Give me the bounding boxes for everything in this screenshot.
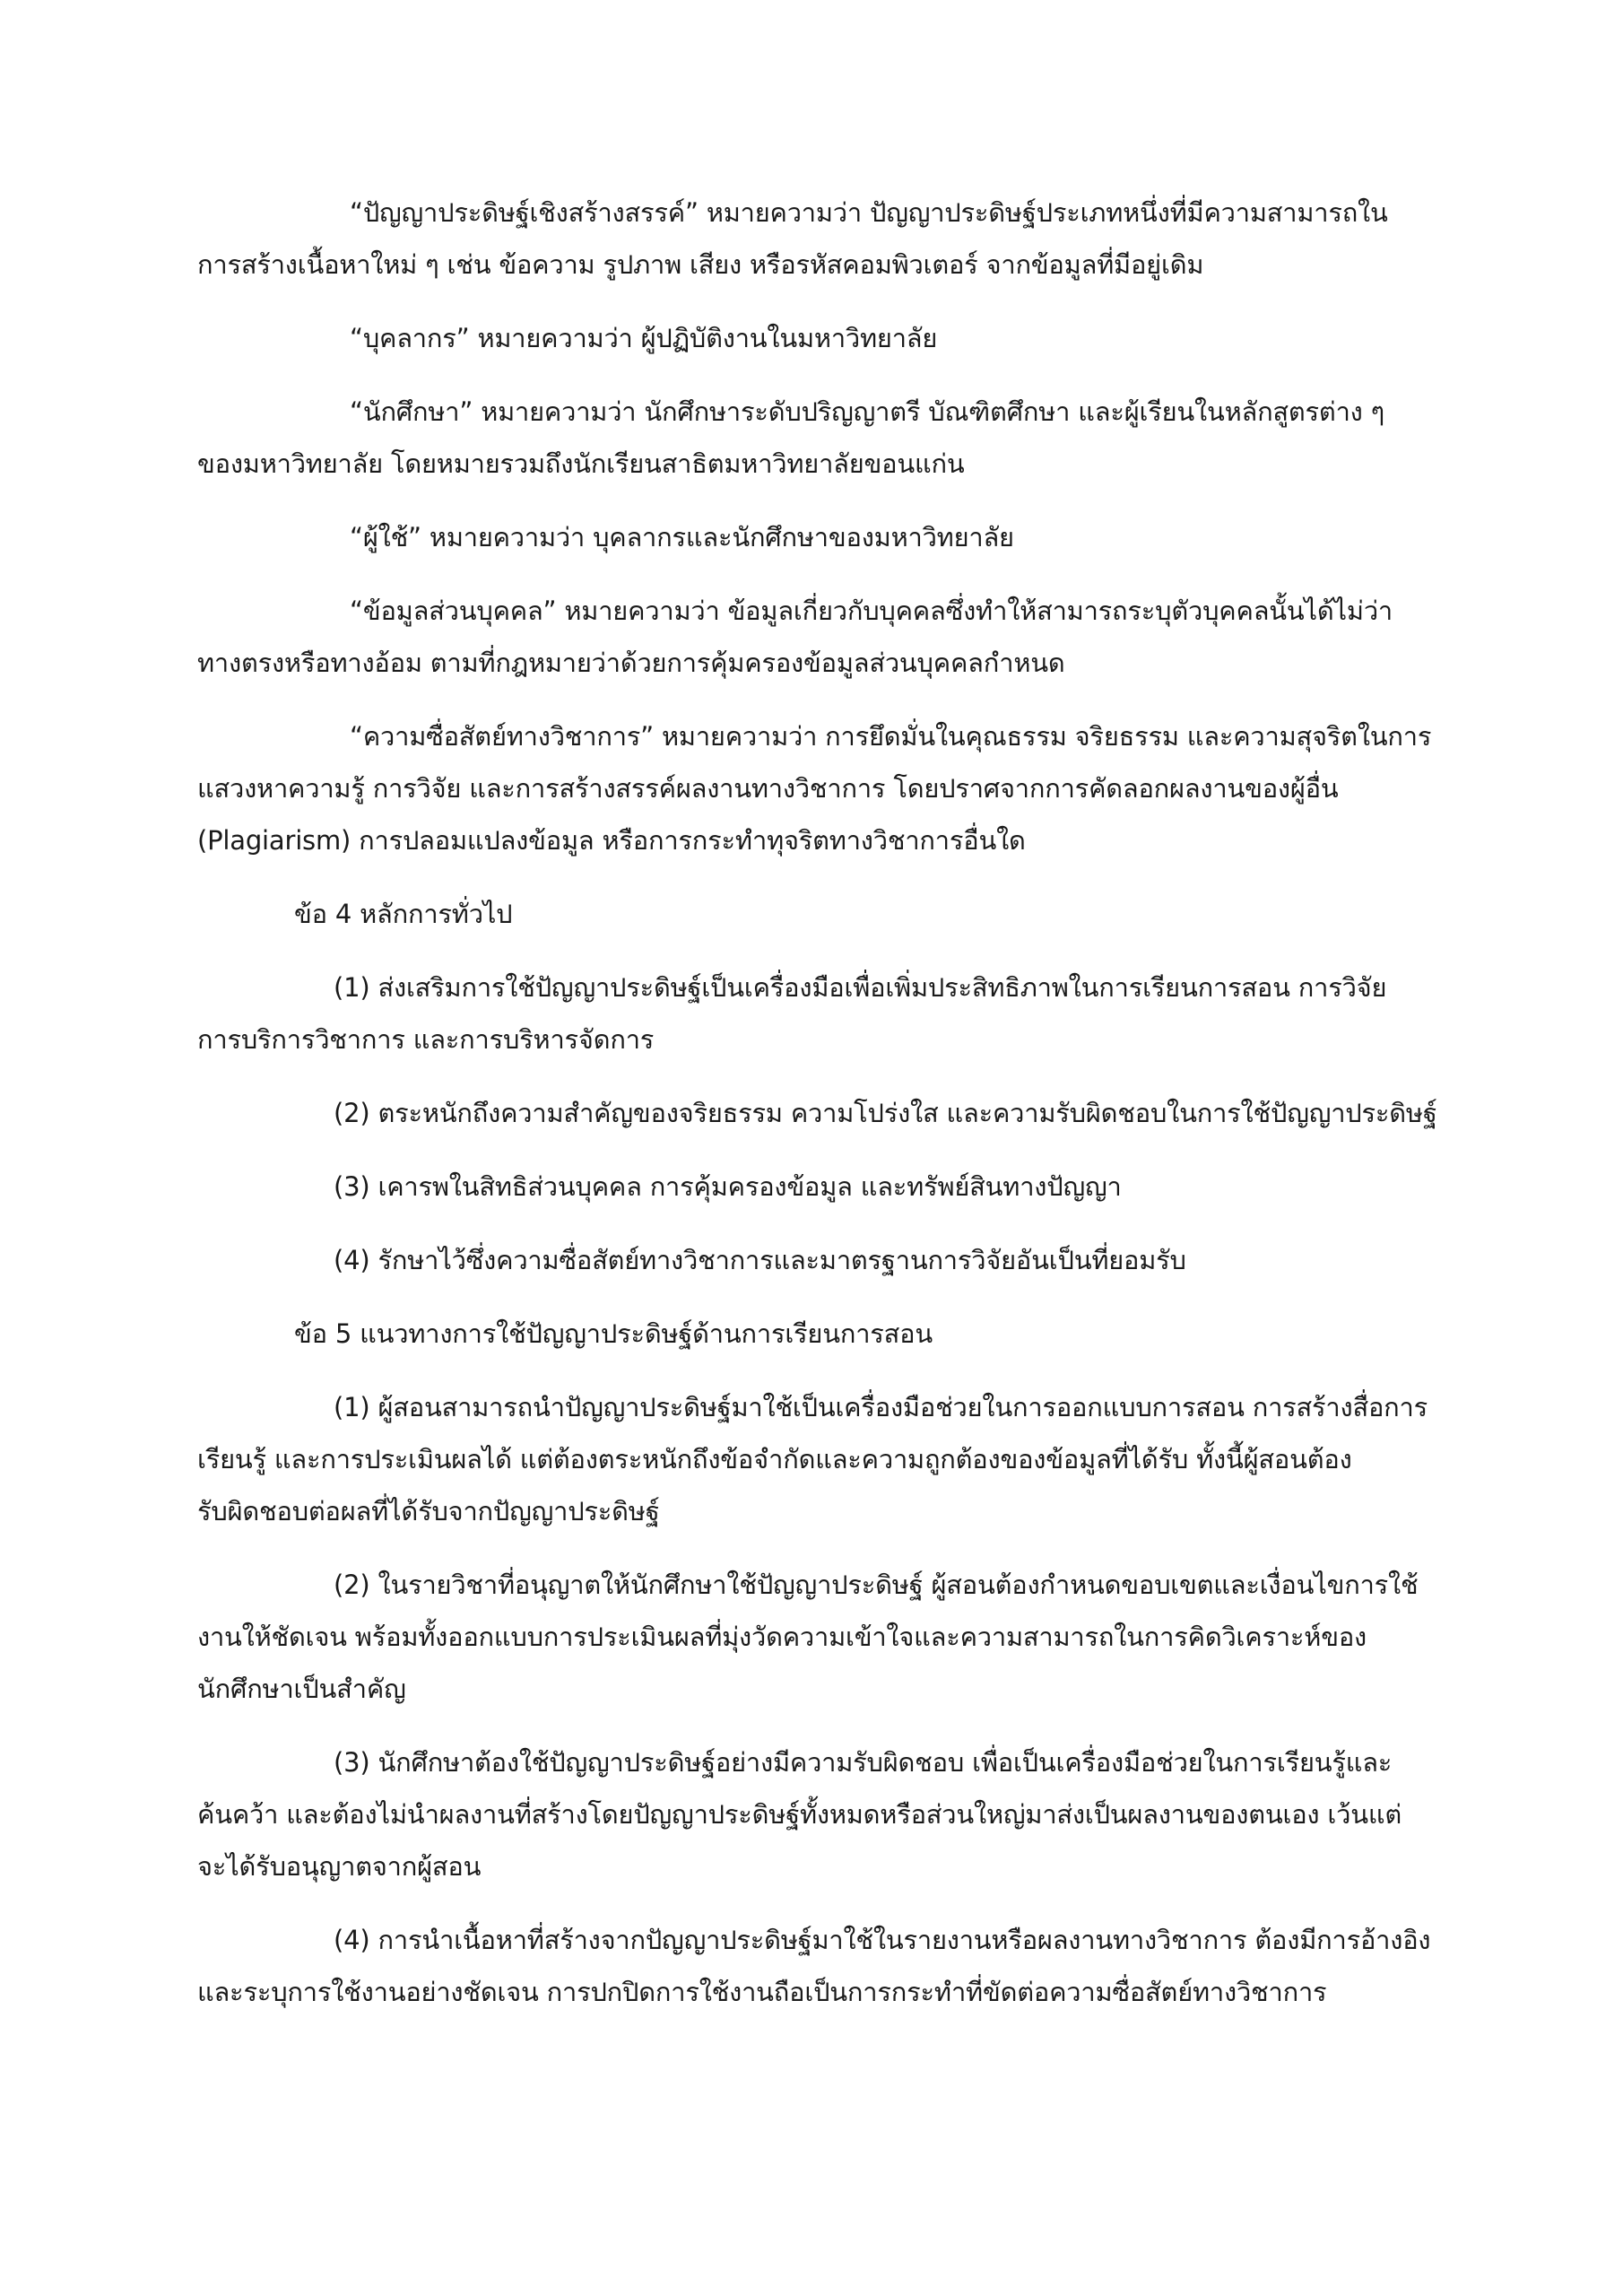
- text-line: แสวงหาความรู้ การวิจัย และการสร้างสรรค์ผลงานทางวิชาการ โดยปราศจากการคัดลอกผลงานของผู้อื่น: [197, 773, 1339, 804]
- text-line: (1) ส่งเสริมการใช้ปัญญาประดิษฐ์เป็นเครื่องมือเพื่อเพิ่มประสิทธิภาพในการเรียนการสอน การวิจัย: [334, 972, 1387, 1003]
- text-line: (4) การนำเนื้อหาที่สร้างจากปัญญาประดิษฐ์มาใช้ในรายงานหรือผลงานทางวิชาการ ต้องมีการอ้างอิง: [334, 1925, 1431, 1955]
- text-line: “ปัญญาประดิษฐ์เชิงสร้างสรรค์” หมายความว่า ปัญญาประดิษฐ์ประเภทหนึ่งที่มีความสามารถใน: [350, 197, 1388, 228]
- document-body: [197, 187, 1471, 2039]
- text-line: การบริการวิชาการ และการบริหารจัดการ: [197, 1024, 655, 1055]
- text-line: “นักศึกษา” หมายความว่า นักศึกษาระดับปริญญาตรี บัณฑิตศึกษา และผู้เรียนในหลักสูตรต่าง ๆ: [350, 396, 1385, 427]
- clause-4-item-2: [197, 1087, 1471, 1139]
- text-line: (2) ในรายวิชาที่อนุญาตให้นักศึกษาใช้ปัญญาประดิษฐ์ ผู้สอนต้องกำหนดขอบเขตและเงื่อนไขการใช้: [334, 1570, 1419, 1600]
- definition-generative-ai: [197, 187, 1471, 291]
- text-line: ข้อ 5 แนวทางการใช้ปัญญาประดิษฐ์ด้านการเรียนการสอน: [294, 1318, 933, 1349]
- definition-student: [197, 386, 1471, 490]
- clause-4-item-3: [197, 1161, 1471, 1213]
- text-line: เรียนรู้ และการประเมินผลได้ แต่ต้องตระหนักถึงข้อจำกัดและความถูกต้องของข้อมูลที่ได้รับ ทั้งนี้ผู้สอนต้อง: [197, 1444, 1352, 1474]
- text-line: “บุคลากร” หมายความว่า ผู้ปฏิบัติงานในมหาวิทยาลัย: [350, 323, 938, 353]
- clause-5-heading: [197, 1308, 1471, 1360]
- clause-5-item-4: [197, 1914, 1471, 2018]
- text-line: (3) นักศึกษาต้องใช้ปัญญาประดิษฐ์อย่างมีความรับผิดชอบ เพื่อเป็นเครื่องมือช่วยในการเรียนรู้และ: [334, 1747, 1393, 1778]
- text-line: (Plagiarism) การปลอมแปลงข้อมูล หรือการกระทำทุจริตทางวิชาการอื่นใด: [197, 825, 1026, 856]
- text-line: นักศึกษาเป็นสำคัญ: [197, 1674, 406, 1704]
- text-line: “ผู้ใช้” หมายความว่า บุคลากรและนักศึกษาของมหาวิทยาลัย: [350, 522, 1014, 552]
- clause-5-item-2: [197, 1559, 1471, 1715]
- clause-4-item-4: [197, 1234, 1471, 1286]
- text-line: (3) เคารพในสิทธิส่วนบุคคล การคุ้มครองข้อมูล และทรัพย์สินทางปัญญา: [334, 1171, 1122, 1202]
- clause-4-heading: [197, 888, 1471, 940]
- clause-5-item-3: [197, 1736, 1471, 1892]
- definition-user: [197, 511, 1471, 563]
- text-line: และระบุการใช้งานอย่างชัดเจน การปกปิดการใช้งานถือเป็นการกระทำที่ขัดต่อความซื่อสัตย์ทางวิชาการ: [197, 1977, 1327, 2007]
- text-line: ทางตรงหรือทางอ้อม ตามที่กฎหมายว่าด้วยการคุ้มครองข้อมูลส่วนบุคคลกำหนด: [197, 648, 1065, 678]
- text-line: ข้อ 4 หลักการทั่วไป: [294, 899, 513, 929]
- clause-4-item-1: [197, 961, 1471, 1065]
- text-line: (2) ตระหนักถึงความสำคัญของจริยธรรม ความโปร่งใส และความรับผิดชอบในการใช้ปัญญาประดิษฐ์: [334, 1098, 1437, 1128]
- text-line: ของมหาวิทยาลัย โดยหมายรวมถึงนักเรียนสาธิตมหาวิทยาลัยขอนแก่น: [197, 448, 965, 479]
- text-line: “ข้อมูลส่วนบุคคล” หมายความว่า ข้อมูลเกี่ยวกับบุคคลซึ่งทำให้สามารถระบุตัวบุคคลนั้นได้ไม่ว่า: [350, 596, 1393, 626]
- text-line: (4) รักษาไว้ซึ่งความซื่อสัตย์ทางวิชาการและมาตรฐานการวิจัยอันเป็นที่ยอมรับ: [334, 1245, 1186, 1275]
- text-line: การสร้างเนื้อหาใหม่ ๆ เช่น ข้อความ รูปภาพ เสียง หรือรหัสคอมพิวเตอร์ จากข้อมูลที่มีอยู่เดิม: [197, 249, 1204, 280]
- text-line: จะได้รับอนุญาตจากผู้สอน: [197, 1851, 482, 1882]
- text-line: (1) ผู้สอนสามารถนำปัญญาประดิษฐ์มาใช้เป็นเครื่องมือช่วยในการออกแบบการสอน การสร้างสื่อการ: [334, 1392, 1428, 1422]
- definition-academic-integrity: [197, 710, 1471, 866]
- definition-personnel: [197, 312, 1471, 364]
- clause-5-item-1: [197, 1381, 1471, 1537]
- definition-personal-data: [197, 585, 1471, 689]
- text-line: รับผิดชอบต่อผลที่ได้รับจากปัญญาประดิษฐ์: [197, 1496, 660, 1526]
- text-line: งานให้ชัดเจน พร้อมทั้งออกแบบการประเมินผลที่มุ่งวัดความเข้าใจและความสามารถในการคิดวิเคราะห์ของ: [197, 1622, 1367, 1652]
- text-line: “ความซื่อสัตย์ทางวิชาการ” หมายความว่า การยึดมั่นในคุณธรรม จริยธรรม และความสุจริตในการ: [350, 721, 1432, 752]
- text-line: ค้นคว้า และต้องไม่นำผลงานที่สร้างโดยปัญญาประดิษฐ์ทั้งหมดหรือส่วนใหญ่มาส่งเป็นผลงานของตนเอง เว้นแต่: [197, 1799, 1402, 1830]
